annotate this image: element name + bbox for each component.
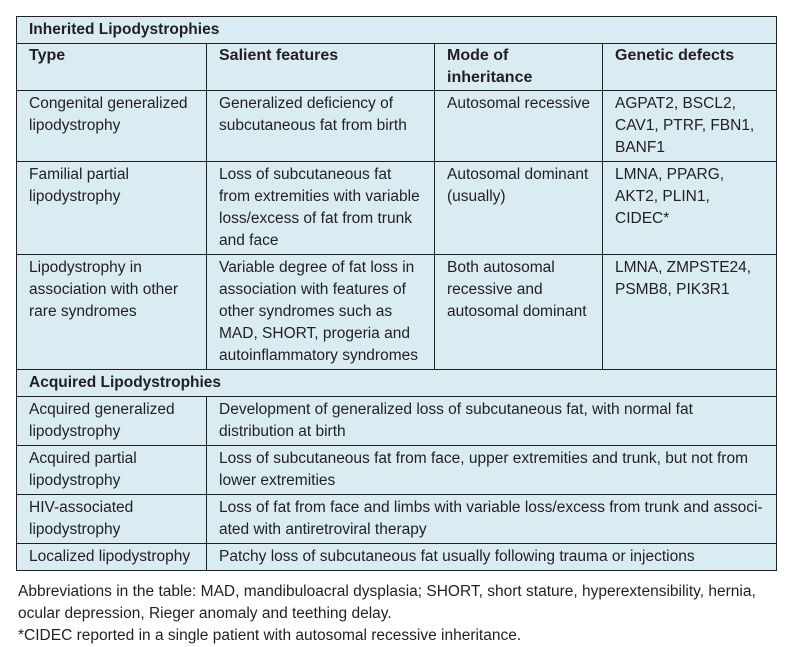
cell-type: HIV-associated lipodystrophy	[17, 495, 207, 544]
section-title-inherited: Inherited Lipodystrophies	[17, 17, 777, 44]
cell-type: Congenital generalized lipodystrophy	[17, 91, 207, 162]
column-header-type: Type	[17, 44, 207, 91]
footnote-asterisk: *CIDEC reported in a single patient with autosomal recessive inheritance.	[18, 627, 522, 644]
cell-type: Familial partial lipodystrophy	[17, 162, 207, 255]
cell-type: Acquired generalized lipodystrophy	[17, 397, 207, 446]
cell-genetic: LMNA, ZMPSTE24, PSMB8, PIK3R1	[603, 255, 777, 370]
table-row	[17, 446, 777, 495]
cell-inheritance: Autosomal dominant (usually)	[435, 162, 603, 255]
table-row	[17, 255, 777, 370]
column-header-features: Salient features	[207, 44, 435, 91]
section-row-acquired	[17, 370, 777, 397]
cell-inheritance: Both autosomal recessive and autosomal dominant	[435, 255, 603, 370]
footnotes	[16, 581, 776, 647]
cell-features: Variable degree of fat loss in association with features of other syndromes such as MAD, SHORT, progeria and autoinflammatory syndromes	[207, 255, 435, 370]
table-row	[17, 162, 777, 255]
cell-inheritance: Autosomal recessive	[435, 91, 603, 162]
cell-description: Loss of subcutaneous fat from face, upper extremities and trunk, but not from lower extremities	[207, 446, 777, 495]
column-header-genetic: Genetic defects	[603, 44, 777, 91]
table-row	[17, 397, 777, 446]
cell-genetic: LMNA, PPARG, AKT2, PLIN1, CIDEC*	[603, 162, 777, 255]
table-row	[17, 495, 777, 544]
column-header-row	[17, 44, 777, 91]
cell-type: Localized lipodystrophy	[17, 544, 207, 571]
lipodystrophy-table-figure	[16, 16, 776, 647]
table-row	[17, 91, 777, 162]
footnote-abbreviations: Abbreviations in the table: MAD, mandibuloacral dysplasia; SHORT, short stature, hyperextensibility, hernia, ocular depression, Rieger anomaly and teething delay.	[18, 583, 756, 622]
cell-description: Patchy loss of subcutaneous fat usually following trauma or injections	[207, 544, 777, 571]
cell-type: Lipodystrophy in association with other rare syndromes	[17, 255, 207, 370]
lipodystrophy-table	[16, 16, 777, 571]
column-header-inheritance: Mode of inheritance	[435, 44, 603, 91]
cell-genetic: AGPAT2, BSCL2, CAV1, PTRF, FBN1, BANF1	[603, 91, 777, 162]
cell-description: Loss of fat from face and limbs with variable loss/excess from trunk and associ-ated with antiretroviral therapy	[207, 495, 777, 544]
cell-features: Loss of subcutaneous fat from extremities with variable loss/excess of fat from trunk and face	[207, 162, 435, 255]
cell-description: Development of generalized loss of subcutaneous fat, with normal fat distribution at birth	[207, 397, 777, 446]
cell-features: Generalized deficiency of subcutaneous fat from birth	[207, 91, 435, 162]
section-row-inherited	[17, 17, 777, 44]
section-title-acquired: Acquired Lipodystrophies	[17, 370, 777, 397]
table-row	[17, 544, 777, 571]
cell-type: Acquired partial lipodystrophy	[17, 446, 207, 495]
